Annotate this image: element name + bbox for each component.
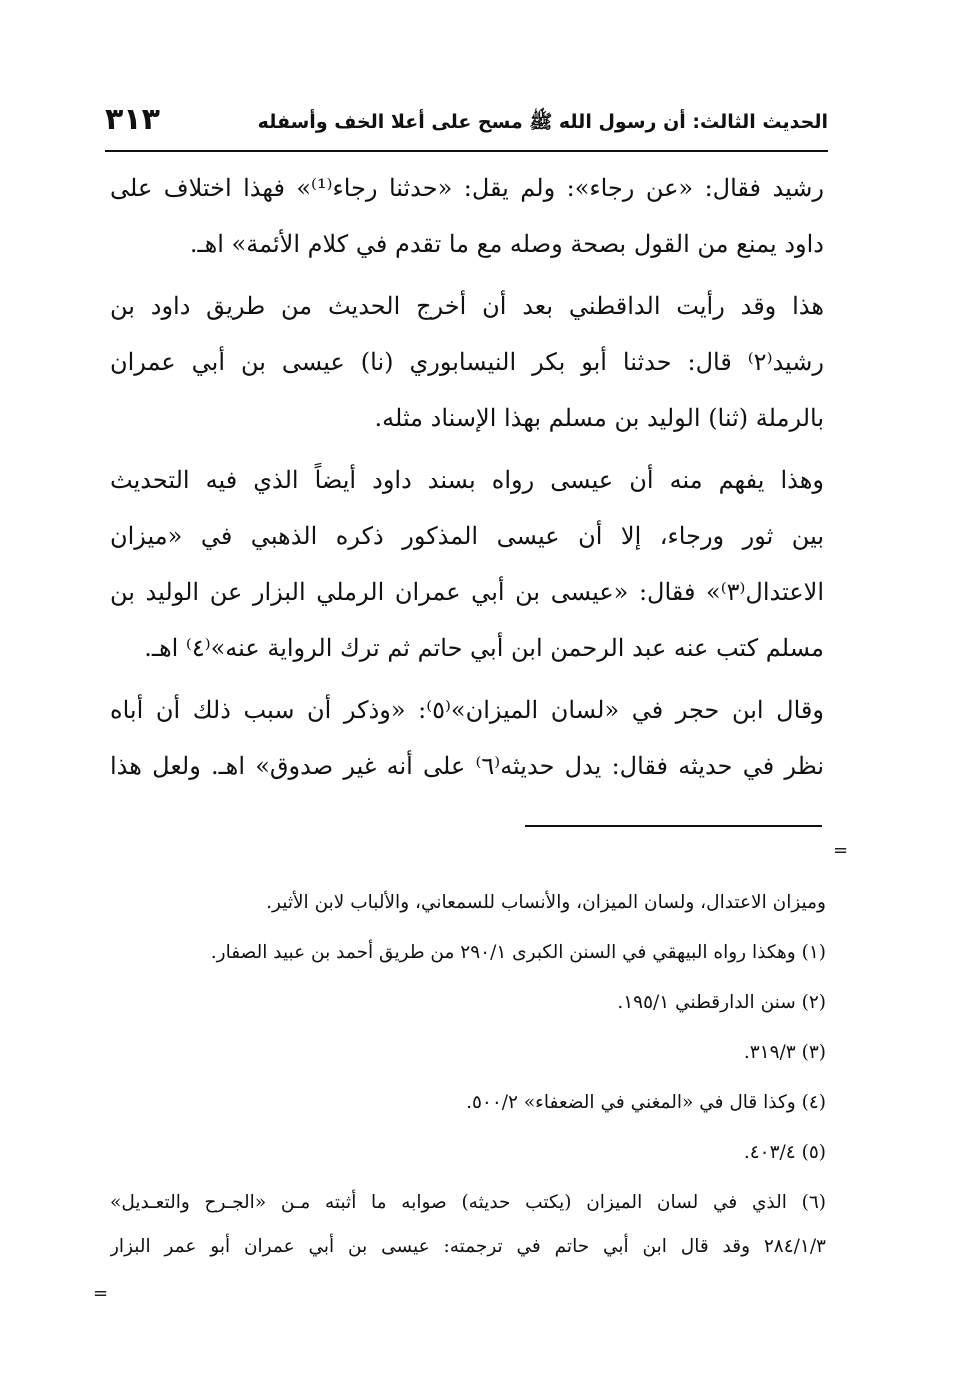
text-line: نظر في حديثه فقال: يدل حديثه⁽٦⁾ على أنه غير صدوق» اهـ. ولعل هذا [110, 752, 824, 780]
text-line: وقال ابن حجر في «لسان الميزان»⁽٥⁾: «وذكر أن سبب ذلك أن أباه [110, 696, 824, 724]
text-line: الاعتدال⁽٣⁾» فقال: «عيسى بن أبي عمران الرملي البزار عن الوليد بن [110, 578, 824, 606]
running-header [105, 100, 828, 144]
footnote-carry-over-mark: = [833, 840, 849, 861]
running-header-title: الحديث الثالث: أن رسول الله ﷺ مسح على أعلا الخف وأسفله [257, 111, 828, 133]
footnote-continuation: وميزان الاعتدال، ولسان الميزان، والأنساب للسمعاني، والألباب لابن الأثير. [266, 892, 826, 913]
footnote-3: (٣) ٣١٩/٣. [743, 1042, 826, 1063]
text-line: رشيد فقال: «عن رجاء»: ولم يقل: «حدثنا رجاء⁽¹⁾» فهذا اختلاف على [110, 174, 824, 202]
header-rule [105, 150, 828, 152]
text-line: داود يمنع من القول بصحة وصله مع ما تقدم في كلام الأئمة» اهـ. [189, 230, 824, 258]
text-line: مسلم كتب عنه عبد الرحمن ابن أبي حاتم ثم ترك الرواية عنه»⁽٤⁾ اهـ. [144, 634, 824, 662]
footnote-2: (٢) سنن الدارقطني ١٩٥/١. [617, 992, 826, 1013]
footnote-5: (٥) ٤٠٣/٤. [743, 1142, 826, 1163]
footnote-6: (٦) الذي في لسان الميزان (يكتب حديثه) صوابه ما أثبته مـن «الجـرح والتعـديل» [110, 1192, 826, 1213]
text-line: وهذا يفهم منه أن عيسى رواه بسند داود أيضاً الذي فيه التحديث [110, 466, 824, 494]
page-number: ٣١٣ [105, 102, 160, 137]
text-line: بين ثور ورجاء، إلا أن عيسى المذكور ذكره الذهبي في «ميزان [110, 522, 824, 550]
text-line: بالرملة (ثنا) الوليد بن مسلم بهذا الإسناد مثله. [374, 404, 824, 432]
footnote-continues-mark: = [93, 1283, 109, 1304]
main-text [110, 160, 824, 794]
text-line: رشيد⁽٢⁾ قال: حدثنا أبو بكر النيسابوري (نا) عيسى بن أبي عمران [110, 348, 824, 376]
text-line: هذا وقد رأيت الداقطني بعد أن أخرج الحديث من طريق داود بن [110, 292, 824, 320]
footnote-4: (٤) وكذا قال في «المغني في الضعفاء» ٥٠٠/٢. [466, 1092, 826, 1113]
footnote-1: (١) وهكذا رواه البيهقي في السنن الكبرى ٢٩٠/١ من طريق أحمد بن عبيد الصفار. [210, 942, 826, 963]
footnotes [110, 878, 826, 1266]
footnote-separator [525, 825, 822, 827]
footnote-6-continued: ٢٨٤/١/٣ وقد قال ابن أبي حاتم في ترجمته: عيسى بن أبي عمران أبو عمر البزار [110, 1236, 826, 1257]
